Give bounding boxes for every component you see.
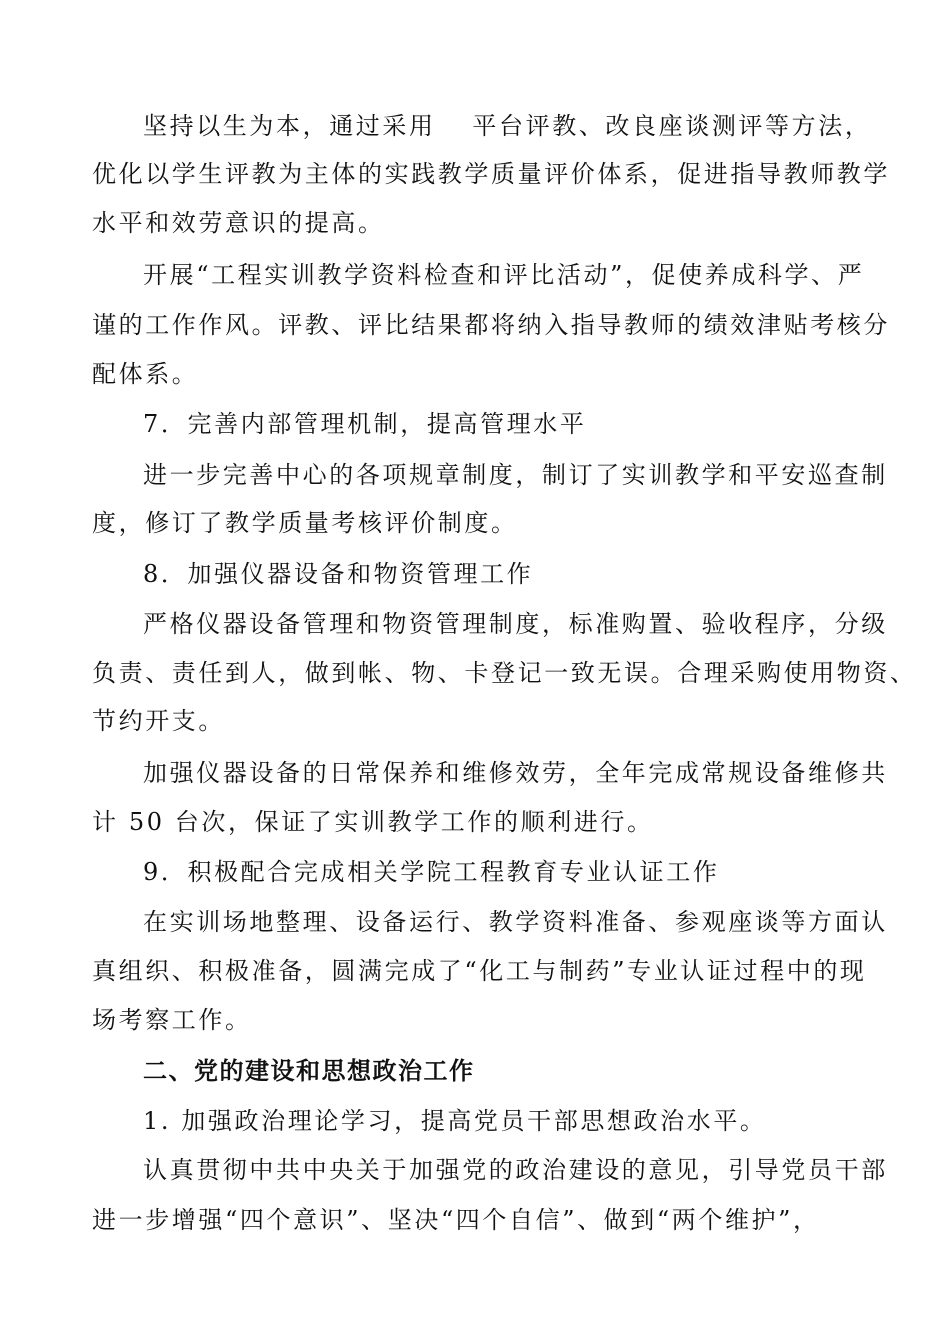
paragraph-line: 真组织、积极准备，圆满完成了“化工与制药”专业认证过程中的现 [92, 957, 867, 985]
paragraph-line: 水平和效劳意识的提高。 [92, 209, 385, 237]
paragraph-line: 优化以学生评教为主体的实践教学质量评价体系，促进指导教师教学 [92, 160, 890, 188]
section-heading: 1. 加强政治理论学习，提高党员干部思想政治水平。 [143, 1107, 767, 1135]
paragraph-line: 认真贯彻中共中央关于加强党的政治建设的意见，引导党员干部 [143, 1156, 888, 1184]
paragraph-line: 开展“工程实训教学资料检查和评比活动”，促使养成科学、严 [143, 261, 865, 289]
paragraph-line: 节约开支。 [92, 707, 225, 735]
paragraph-line: 度，修订了教学质量考核评价制度。 [92, 509, 518, 537]
section-heading: 9．积极配合完成相关学院工程教育专业认证工作 [143, 858, 720, 886]
paragraph-line: 进一步完善中心的各项规章制度，制订了实训教学和平安巡查制 [143, 461, 888, 489]
paragraph-line: 负责、责任到人，做到帐、物、卡登记一致无误。合理采购使用物资、 [92, 659, 917, 687]
section-heading: 8．加强仪器设备和物资管理工作 [143, 560, 534, 588]
paragraph-line: 计 50 台次，保证了实训教学工作的顺利进行。 [92, 808, 654, 836]
paragraph-line: 严格仪器设备管理和物资管理制度，标准购置、验收程序，分级 [143, 610, 888, 638]
paragraph-line: 进一步增强“四个意识”、坚决“四个自信”、做到“两个维护”， [92, 1206, 820, 1234]
section-heading: 7．完善内部管理机制，提高管理水平 [143, 410, 587, 438]
paragraph-line: 场考察工作。 [92, 1006, 252, 1034]
paragraph-line: 谨的工作作风。评教、评比结果都将纳入指导教师的绩效津贴考核分 [92, 311, 890, 339]
paragraph-line: 配体系。 [92, 360, 199, 388]
paragraph-line: 在实训场地整理、设备运行、教学资料准备、参观座谈等方面认 [143, 908, 888, 936]
paragraph-line: 坚持以生为本，通过采用 平台评教、改良座谈测评等方法， [143, 112, 872, 140]
chapter-heading: 二、党的建设和思想政治工作 [143, 1057, 475, 1085]
paragraph-line: 加强仪器设备的日常保养和维修效劳，全年完成常规设备维修共 [143, 759, 888, 787]
